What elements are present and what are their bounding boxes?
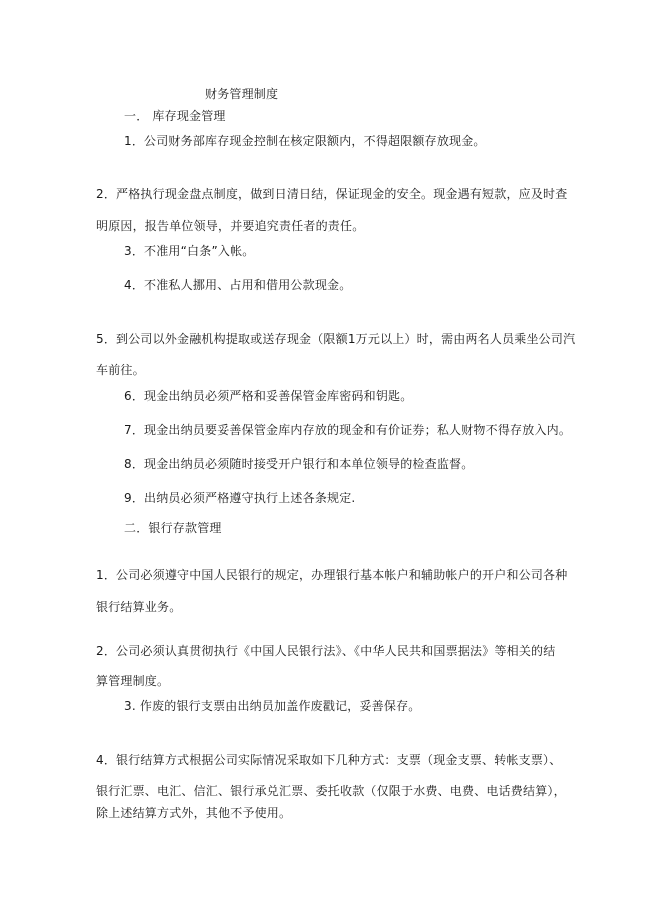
section1-item4: 4．不准私人挪用、占用和借用公款现金。 [124, 278, 352, 292]
section2-item4-line2: 银行汇票、电汇、信汇、银行承兑汇票、委托收款（仅限于水费、电费、电话费结算）， [96, 784, 566, 798]
document-title: 财务管理制度 [205, 87, 279, 101]
section2-item1-line1: 1．公司必须遵守中国人民银行的规定，办理银行基本帐户和辅助帐户的开户和公司各种 [96, 568, 568, 582]
section2-item4-line3: 除上述结算方式外，其他不予使用。 [96, 806, 292, 820]
section1-item3: 3．不准用“白条”入帐。 [124, 244, 255, 258]
section1-item5-line1: 5．到公司以外金融机构提取或送存现金（限额1万元以上）时，需由两名人员乘坐公司汽 [96, 332, 576, 346]
section1-item7: 7．现金出纳员要妥善保管金库内存放的现金和有价证券；私人财物不得存放入内。 [124, 423, 572, 437]
section1-item9: 9．出纳员必须严格遵守执行上述各条规定. [124, 491, 356, 505]
section2-item1-line2: 银行结算业务。 [96, 600, 182, 614]
section1-item2-line2: 明原因，报告单位领导，并要追究责任者的责任。 [96, 219, 365, 233]
section1-heading: 一． 库存现金管理 [124, 109, 226, 123]
section1-item2-line1: 2．严格执行现金盘点制度，做到日清日结，保证现金的安全。现金遇有短款，应及时查 [96, 187, 568, 201]
section2-heading: 二．银行存款管理 [124, 521, 222, 535]
section1-item5-line2: 车前往。 [96, 363, 145, 377]
section1-item6: 6．现金出纳员必须严格和妥善保管金库密码和钥匙。 [124, 389, 413, 403]
section1-item8: 8．现金出纳员必须随时接受开户银行和本单位领导的检查监督。 [124, 457, 474, 471]
section2-item4-line1: 4．银行结算方式根据公司实际情况采取如下几种方式：支票（现金支票、转帐支票）、 [96, 753, 562, 767]
section2-item2-line2: 算管理制度。 [96, 674, 170, 688]
section2-item3: 3. 作废的银行支票由出纳员加盖作废戳记，妥善保存。 [124, 699, 421, 713]
section1-item1: 1．公司财务部库存现金控制在核定限额内，不得超限额存放现金。 [124, 134, 486, 148]
section2-item2-line1: 2．公司必须认真贯彻执行《中国人民银行法》、《中华人民共和国票据法》等相关的结 [96, 644, 556, 658]
